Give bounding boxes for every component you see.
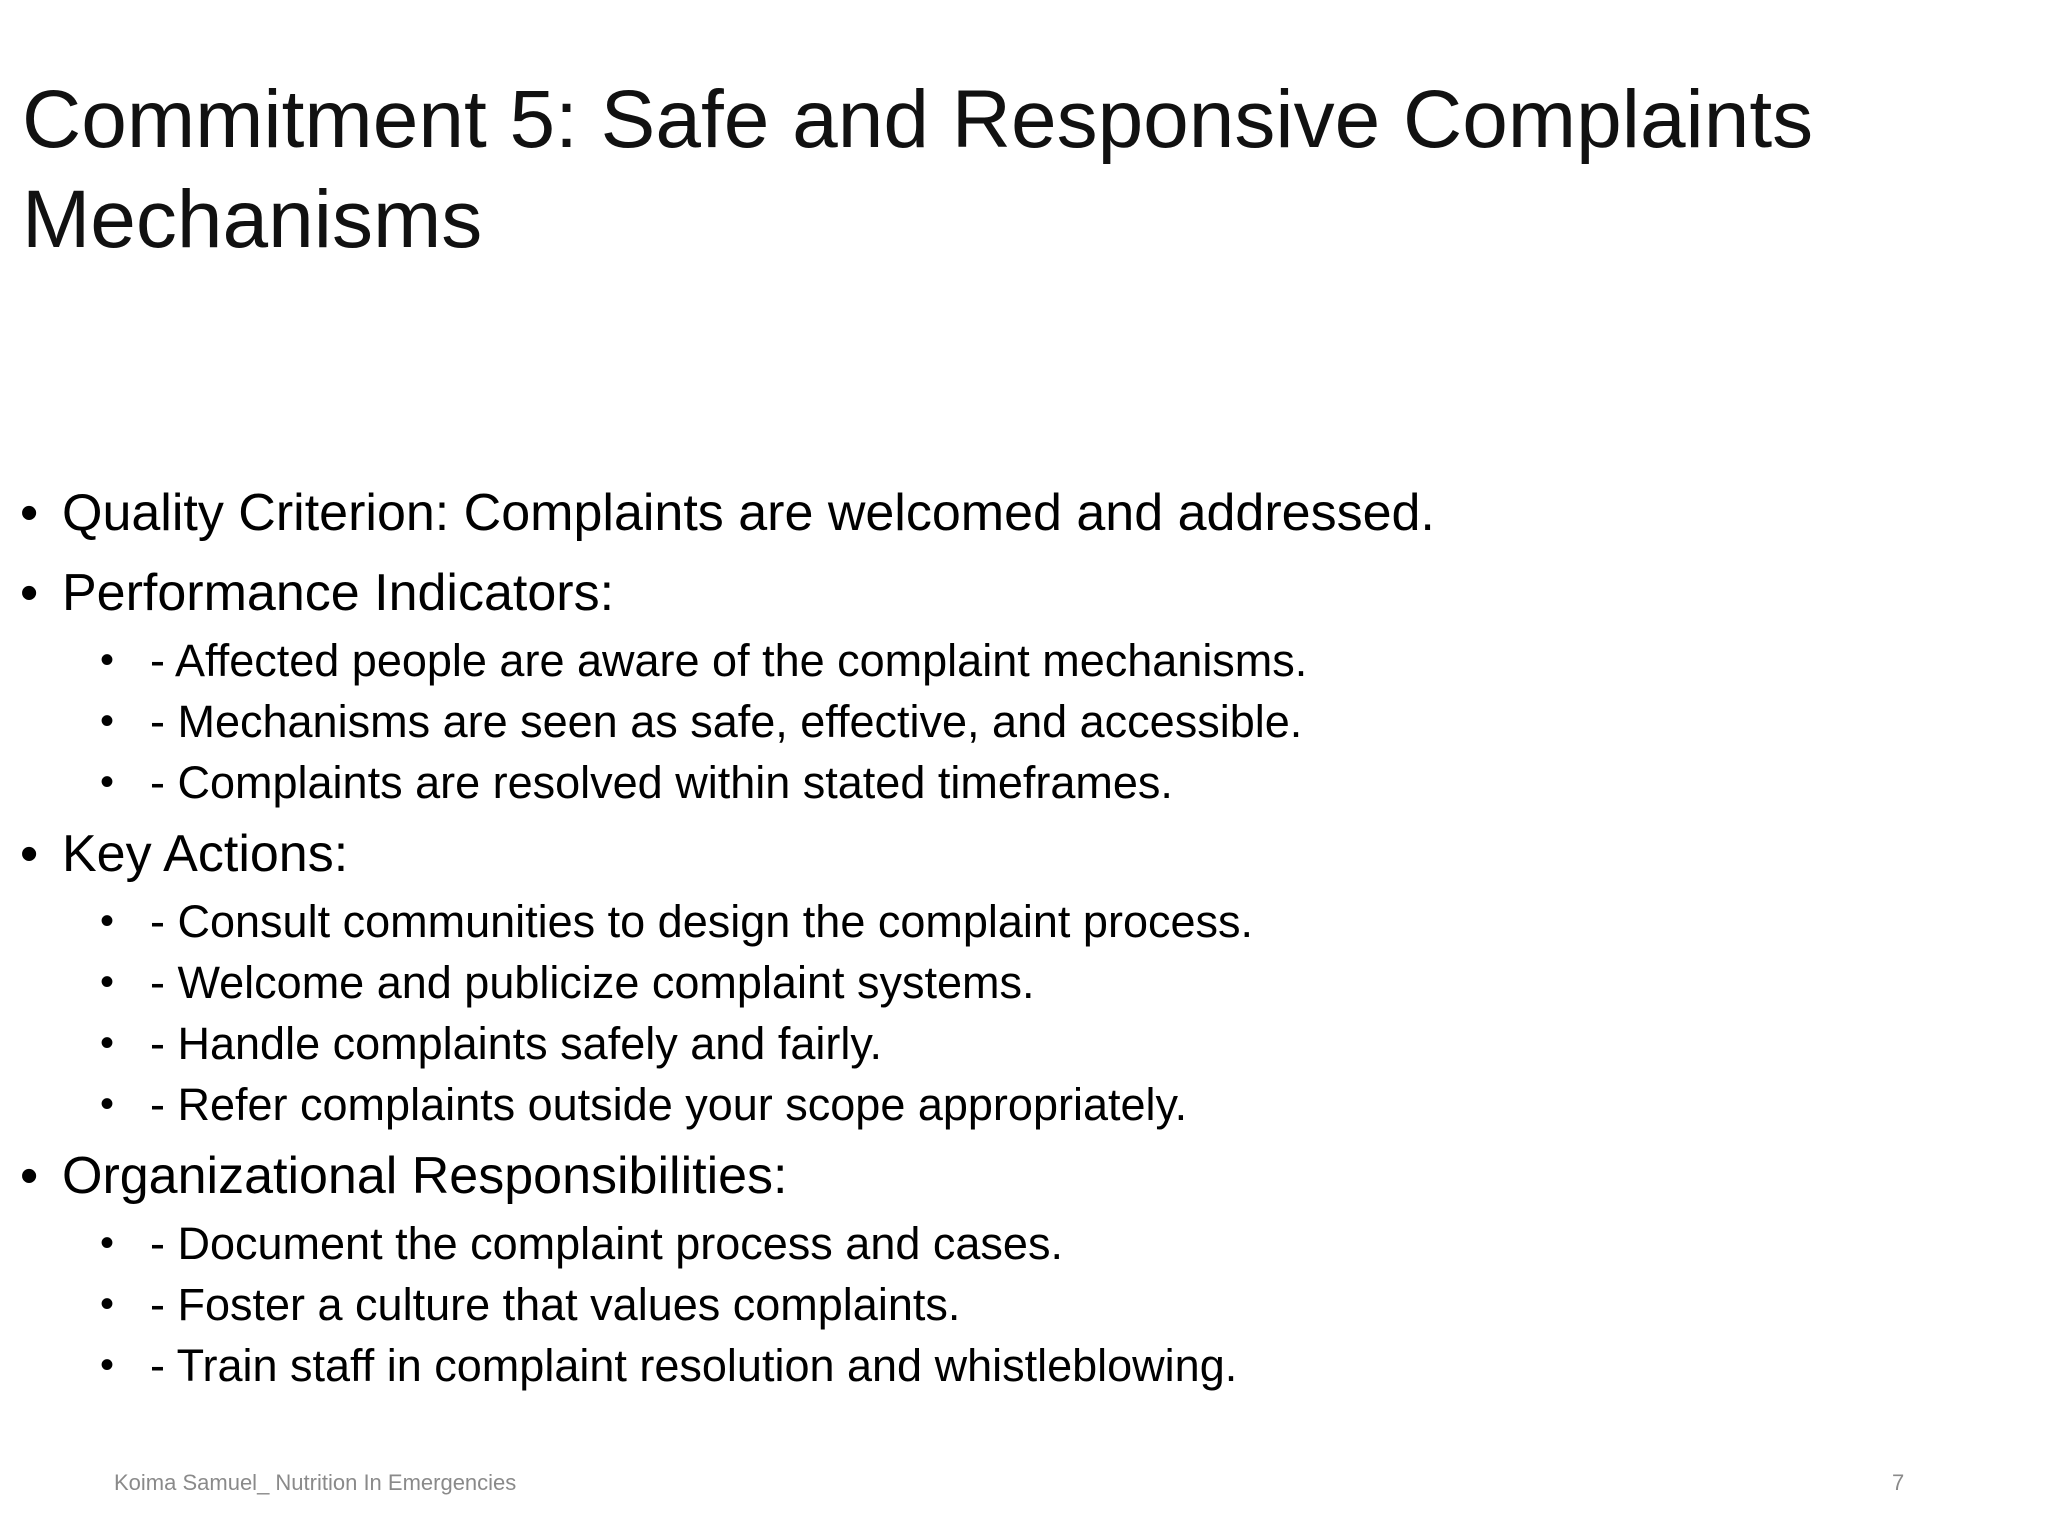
bullet-glyph: • (20, 564, 39, 622)
list-item (20, 691, 2000, 752)
list-item-text: - Welcome and publicize complaint systems. (150, 957, 1035, 1008)
section-heading-organizational-responsibilities (20, 1143, 2000, 1209)
list-item-text: - Consult communities to design the complaint process. (150, 896, 1254, 947)
performance-indicators-list (20, 630, 2000, 813)
section-heading-quality-criterion (20, 480, 2000, 546)
page-number: 7 (1892, 1470, 1905, 1495)
list-item (20, 1213, 2000, 1274)
section-heading-text: Performance Indicators: (62, 564, 615, 622)
slide-content (20, 480, 2000, 1404)
bullet-glyph: • (100, 1021, 115, 1065)
list-item-text: - Train staff in complaint resolution and whistleblowing. (150, 1340, 1238, 1391)
list-item-text: - Affected people are aware of the complaint mechanisms. (150, 635, 1308, 686)
slide-title: Commitment 5: Safe and Responsive Complaints Mechanisms (22, 74, 1814, 265)
bullet-glyph: • (100, 899, 115, 943)
key-actions-list (20, 891, 2000, 1135)
list-item (20, 891, 2000, 952)
list-item (20, 1335, 2000, 1396)
list-item-text: - Refer complaints outside your scope appropriately. (150, 1079, 1188, 1130)
section-heading-text: Key Actions: (62, 825, 349, 883)
list-item-text: - Handle complaints safely and fairly. (150, 1018, 882, 1069)
bullet-glyph: • (100, 1282, 115, 1326)
section-heading-performance-indicators (20, 560, 2000, 626)
footer-author: Koima Samuel_ Nutrition In Emergencies (114, 1470, 517, 1495)
section-heading-text: Organizational Responsibilities: (62, 1147, 788, 1205)
bullet-glyph: • (20, 825, 39, 883)
list-item (20, 630, 2000, 691)
bullet-glyph: • (100, 1082, 115, 1126)
list-item-text: - Complaints are resolved within stated timeframes. (150, 757, 1173, 808)
list-item-text: - Document the complaint process and cases. (150, 1218, 1063, 1269)
bullet-glyph: • (20, 484, 39, 542)
organizational-responsibilities-list (20, 1213, 2000, 1396)
bullet-glyph: • (100, 699, 115, 743)
bullet-glyph: • (20, 1147, 39, 1205)
list-item (20, 752, 2000, 813)
list-item (20, 1013, 2000, 1074)
bullet-glyph: • (100, 960, 115, 1004)
section-heading-text: Quality Criterion: Complaints are welcomed and addressed. (62, 484, 1435, 542)
bullet-glyph: • (100, 760, 115, 804)
bullet-glyph: • (100, 1221, 115, 1265)
list-item-text: - Mechanisms are seen as safe, effective, and accessible. (150, 696, 1303, 747)
list-item (20, 1274, 2000, 1335)
section-heading-key-actions (20, 821, 2000, 887)
list-item-text: - Foster a culture that values complaints. (150, 1279, 961, 1330)
bullet-glyph: • (100, 1343, 115, 1387)
bullet-glyph: • (100, 638, 115, 682)
list-item (20, 952, 2000, 1013)
list-item (20, 1074, 2000, 1135)
